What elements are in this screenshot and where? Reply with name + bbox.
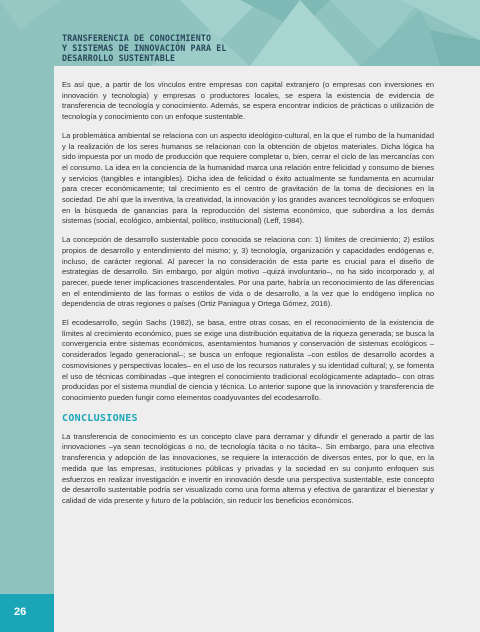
section-heading-conclusiones: CONCLUSIONES <box>62 412 138 424</box>
header-title-line: TRANSFERENCIA DE CONOCIMIENTO <box>62 33 212 43</box>
header-band <box>0 0 480 66</box>
conclusion-paragraph: La transferencia de conocimiento es un concepto clave para derramar y difundir el generado a partir de las innovaciones –ya sean tecnológicas o no, de tecnología tácita o no tácita–. Sin embargo, para una efectiva transferencia y adopción de las innovaciones, se requiere la interacción de diversos entes, por lo que, en la medida que las empresas, instituciones públicas y privadas y la sociedad en su conjunto enfoquen sus esfuerzos en realizar investigación e invertir en innovación desde una perspectiva sustentable, este concepto de desarrollo sustentable podría ser visualizado como una forma alterna y efectiva de garantizar el bienestar y calidad de vida presente y futuro de la población, sin reducir los beneficios económicos. <box>62 431 434 505</box>
running-header-title <box>62 33 227 64</box>
page-number: 26 <box>14 606 27 618</box>
body-paragraph: La concepción de desarrollo sustentable poco conocida se relaciona con: 1) límites de crecimiento; 2) estilos propios de desarrollo y entendimiento del mismo; y, 3) tecnología, organización y capacidades endógenas e, incluso, de carácter regional. Al parecer la no consideración de esta parte es crucial para el diseño de estrategias de desarrollo. Sin embargo, por algún motivo –quizá involuntario–, no ha sido incorporado y, al parecer, puede tener implicaciones trascendentales. Por una parte, habría un reconocimiento de las diferencias en el entendimiento de las formas o estilos de vida o de desarrollo, a la vez que lo endógeno implica no dependencia de otras regiones o países (Ortiz Paniagua y Ortega Gómez, 2016). <box>62 235 434 309</box>
header-title-line: Y SISTEMAS DE INNOVACIÓN PARA EL <box>62 43 227 54</box>
body-paragraph: El ecodesarrollo, según Sachs (1982), se basa, entre otras cosas, en el reconocimiento de la existencia de límites al crecimiento económico, pues se exige una distribución equitativa de la riqueza generada; se busca la convergencia entre sistemas económicos, asentamientos humanos y conservación de sistemas ecológicos –considerados legado generacional–; se busca un enfoque regionalista –con estilos de desarrollo acordes a cosmovisiones y perspectivas locales– en el uso de los recursos naturales y su identidad cultural; y, se fomenta el uso de técnicas combinadas –que integren el conocimiento tradicional ecológicamente adaptado– con otras producidas por el sistema mundial de ciencia y técnica. Lo anterior supone que la innovación y transferencia de conocimiento pueden fungir como elementos coadyuvantes del ecodesarrollo. <box>62 318 434 402</box>
page-body <box>62 80 434 515</box>
body-paragraph: Es así que, a partir de los vínculos entre empresas con capital extranjero (o empresas con inversiones en innovación y tecnología) y empresas o productores locales, se espera la existencia de evidencia de transferencia de tecnología y conocimiento. Además, se espera encontrar indicios de prácticas o utilización de tecnología y conocimiento con un enfoque sustentable. <box>62 80 434 122</box>
left-sidebar-strip <box>0 66 54 632</box>
header-title-line: DESARROLLO SUSTENTABLE <box>62 53 176 64</box>
body-paragraph: La problemática ambiental se relaciona con un aspecto ideológico-cultural, en la que el rumbo de la humanidad y la realización de los seres humanos se relacionan con la obtención de objetos materiales. Dicha lógica ha sido impuesta por un modo de producción que requiere completar o, bien, cerrar el ciclo de las mercancías con el consumo. La idea en la conciencia de la humanidad marca una relación entre felicidad y consumo de bienes y servicios (tangibles e intangibles). Dicha idea de felicidad o éxito actualmente se fundamenta en acumular para crecer económicamente; tal crecimiento es el centro de gravitación de la toma de decisiones en la sociedad. De ahí que la inventiva, la creatividad, la innovación y los grandes avances tecnológicos se enfoquen en la búsqueda de ganancias para la reproducción del sistema económico, que subordina a los demás sistemas (social, ecológico, ambiental, político, institucional) (Leff, 1984). <box>62 130 434 226</box>
page-number-box <box>0 594 54 632</box>
